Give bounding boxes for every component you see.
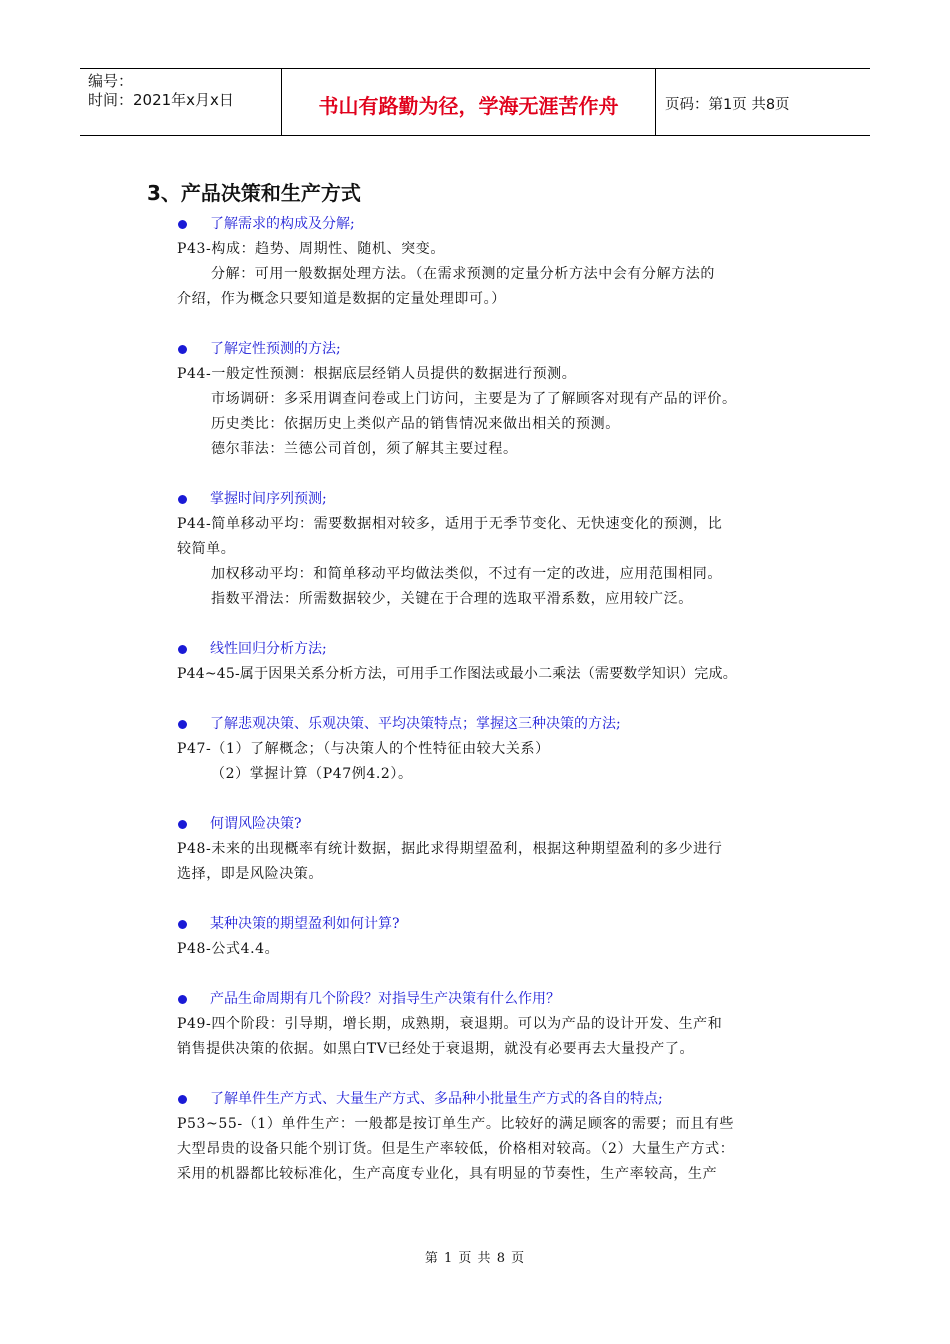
question-line: [177, 912, 817, 937]
section-decision-types: [177, 712, 817, 787]
section-expected-profit: [177, 912, 817, 962]
section-risk-decision: [177, 812, 817, 887]
answer-line: 分解：可用一般数据处理方法。（在需求预测的定量分析方法中会有分解方法的: [211, 266, 715, 282]
question-text: 线性回归分析方法;: [210, 641, 327, 657]
answer-line: P44-一般定性预测：根据底层经销人员提供的数据进行预测。: [177, 366, 577, 382]
bullet-icon: [178, 995, 187, 1004]
answer-line: P53~55-（1）单件生产：一般都是按订单生产。比较好的满足顾客的需要；而且有些: [177, 1116, 735, 1132]
question-line: [177, 487, 817, 512]
answer-line: P44~45-属于因果关系分析方法，可用手工作图法或最小二乘法（需要数学知识）完成。: [177, 666, 737, 682]
answer-line: 市场调研：多采用调查问卷或上门访问，主要是为了了解顾客对现有产品的评价。: [211, 391, 737, 407]
bullet-icon: [178, 220, 187, 229]
question-line: [177, 337, 817, 362]
bullet-icon: [178, 495, 187, 504]
question-line: [177, 712, 817, 737]
question-line: [177, 812, 817, 837]
section-linear-regression: [177, 637, 817, 687]
answer-line: 采用的机器都比较标准化，生产高度专业化，具有明显的节奏性，生产率较高，生产: [177, 1166, 718, 1182]
bullet-icon: [178, 820, 187, 829]
answer-line: P48-未来的出现概率有统计数据，据此求得期望盈利，根据这种期望盈利的多少进行: [177, 841, 723, 857]
section-demand-composition: [177, 212, 817, 312]
answer-line: 德尔菲法：兰德公司首创，须了解其主要过程。: [211, 441, 518, 457]
answer-line: 介绍，作为概念只要知道是数据的定量处理即可。）: [177, 291, 506, 307]
question-text: 某种决策的期望盈利如何计算?: [210, 916, 400, 932]
answer-line: P47-（1）了解概念；（与决策人的个性特征由较大关系）: [177, 741, 550, 757]
header-meta: [80, 69, 282, 135]
answer-line: 指数平滑法：所需数据较少，关键在于合理的选取平滑系数，应用较广泛。: [211, 591, 693, 607]
answer-line: 历史类比：依据历史上类似产品的销售情况来做出相关的预测。: [211, 416, 620, 432]
answer-line: 销售提供决策的依据。如黑白TV已经处于衰退期，就没有必要再去大量投产了。: [177, 1041, 695, 1057]
question-text: 了解悲观决策、乐观决策、平均决策特点；掌握这三种决策的方法;: [210, 716, 621, 732]
document-number-label: 编号：: [88, 72, 134, 90]
document-body: [177, 212, 817, 1212]
page-header: [80, 68, 870, 136]
question-line: [177, 987, 817, 1012]
question-text: 了解单件生产方式、大量生产方式、多品种小批量生产方式的各自的特点;: [210, 1091, 663, 1107]
question-line: [177, 212, 817, 237]
bullet-icon: [178, 345, 187, 354]
answer-line: 选择，即是风险决策。: [177, 866, 323, 882]
header-page-info: 页码：第1页 共8页: [665, 96, 790, 113]
bullet-icon: [178, 645, 187, 654]
question-text: 产品生命周期有几个阶段？对指导生产决策有什么作用？: [210, 991, 560, 1007]
page-footer: 第 1 页 共 8 页: [424, 1251, 526, 1266]
header-motto: 书山有路勤为径，学海无涯苦作舟: [282, 69, 656, 135]
section-qualitative-forecast: [177, 337, 817, 462]
bullet-icon: [178, 720, 187, 729]
bullet-icon: [178, 1095, 187, 1104]
question-text: 掌握时间序列预测;: [210, 491, 327, 507]
answer-line: P43-构成：趋势、周期性、随机、突变。: [177, 241, 445, 257]
answer-line: P48-公式4.4。: [177, 941, 280, 957]
page-title: 3、产品决策和生产方式: [147, 181, 361, 205]
answer-line: P49-四个阶段：引导期，增长期，成熟期，衰退期。可以为产品的设计开发、生产和: [177, 1016, 723, 1032]
answer-line: 大型昂贵的设备只能个别订货。但是生产率较低，价格相对较高。（2）大量生产方式：: [177, 1141, 735, 1157]
question-line: [177, 1087, 817, 1112]
answer-line: 较简单。: [177, 541, 236, 557]
section-time-series: [177, 487, 817, 612]
section-product-lifecycle: [177, 987, 817, 1062]
question-text: 何谓风险决策?: [210, 816, 302, 832]
section-production-modes: [177, 1087, 817, 1187]
answer-line: （2）掌握计算（P47例4.2）。: [211, 766, 413, 782]
question-text: 了解定性预测的方法;: [210, 341, 341, 357]
answer-line: 加权移动平均：和简单移动平均做法类似，不过有一定的改进，应用范围相同。: [211, 566, 722, 582]
question-text: 了解需求的构成及分解;: [210, 216, 355, 232]
bullet-icon: [178, 920, 187, 929]
document-date-label: 时间：2021年x月x日: [88, 91, 234, 109]
question-line: [177, 637, 817, 662]
answer-line: P44-简单移动平均：需要数据相对较多，适用于无季节变化、无快速变化的预测，比: [177, 516, 723, 532]
